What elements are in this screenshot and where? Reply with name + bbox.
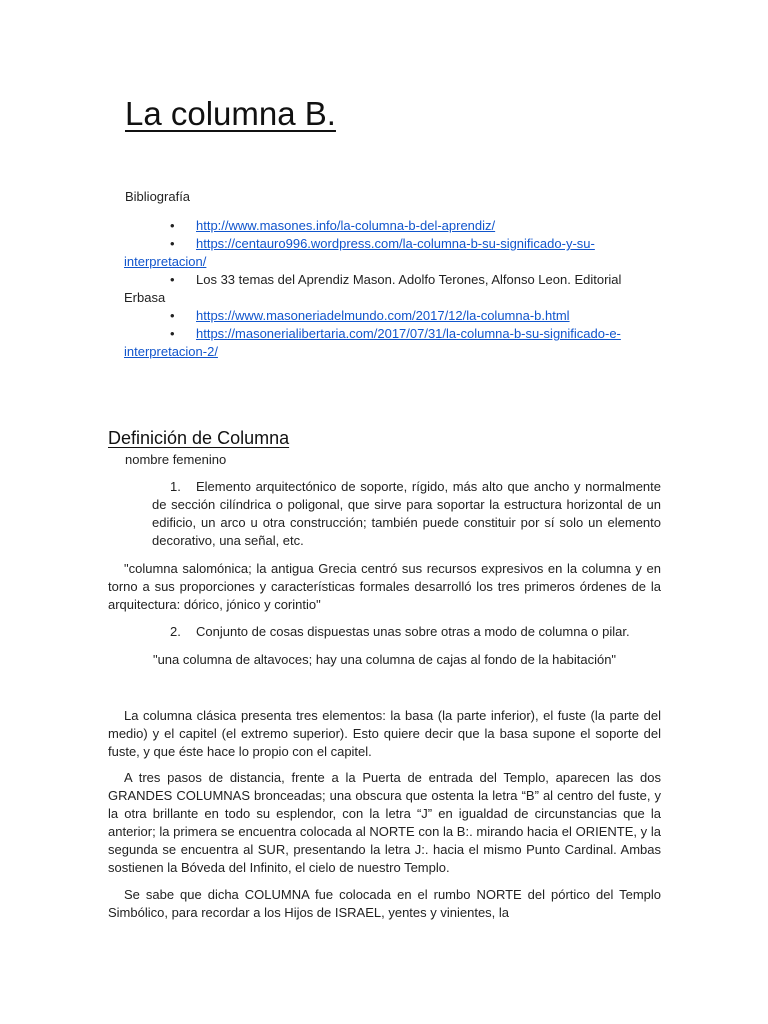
- definition-number: 1.: [170, 479, 181, 494]
- bibliography-link-4[interactable]: https://www.masoneriadelmundo.com/2017/12/la-columna-b.html: [196, 308, 570, 323]
- list-item: [124, 325, 662, 361]
- paragraph-1: La columna clásica presenta tres elementos: la basa (la parte inferior), el fuste (la parte del medio) y el capitel (el extremo superior). Esto quiere decir que la basa supone el soporte del fuste, y que éste hace lo propio con el capitel.: [108, 708, 661, 759]
- paragraph-2: A tres pasos de distancia, frente a la Puerta de entrada del Templo, aparecen las dos GRANDES COLUMNAS bronceadas; una obscura que ostenta la letra “B” al centro del fuste, y la otra brillante en todo su esplendor, con la letra “J” en igualdad de circunstancias que la anterior; la primera se encuentra colocada al NORTE con la B:. mirando hacia el ORIENTE, y la segunda se encuentra al SUR, presentando la letra J:. hacia el mismo Punto Cardinal. Ambas sostienen la Bóveda del Infinito, el cielo de nuestro Templo.: [108, 770, 661, 875]
- bibliography-link-5[interactable]: https://masonerialibertaria.com/2017/07/31/la-columna-b-su-significado-e-interpretacion-2/: [124, 326, 621, 359]
- definition-text: Elemento arquitectónico de soporte, rígido, más alto que ancho y normalmente de sección cilíndrica o poligonal, que sirve para soportar la estructura horizontal de un edificio, un arco u otra construcción; también puede constituir por sí solo un elemento decorativo, una señal, etc.: [152, 479, 661, 548]
- list-item: [124, 235, 662, 271]
- bibliography-reference: Los 33 temas del Aprendiz Mason. Adolfo Terones, Alfonso Leon. Editorial Erbasa: [124, 272, 622, 305]
- paragraph-3: Se sabe que dicha COLUMNA fue colocada en el rumbo NORTE del pórtico del Templo Simbólico, para recordar a los Hijos de ISRAEL, yentes y vinientes, la: [108, 887, 661, 920]
- quote-1: "columna salomónica; la antigua Grecia centró sus recursos expresivos en la columna y en torno a sus proporciones y características formales desarrolló los tres primeros órdenes de la arquitectura: dórico, jónico y corintio": [108, 561, 661, 612]
- definition-text: Conjunto de cosas dispuestas unas sobre otras a modo de columna o pilar.: [196, 624, 630, 639]
- quote-2: "una columna de altavoces; hay una columna de cajas al fondo de la habitación": [152, 652, 617, 667]
- definition-1: [152, 478, 661, 550]
- definition-2: [152, 623, 661, 641]
- bullet-icon: •: [170, 272, 175, 287]
- bibliography-link-1[interactable]: http://www.masones.info/la-columna-b-del-aprendiz/: [196, 218, 496, 233]
- bibliography-label: Bibliografía: [125, 189, 191, 204]
- bullet-icon: •: [170, 236, 175, 251]
- bullet-icon: •: [170, 218, 175, 233]
- list-item: [124, 271, 662, 307]
- definition-number: 2.: [170, 624, 181, 639]
- page-title: La columna B.: [125, 95, 336, 132]
- definition-subtitle: nombre femenino: [125, 452, 227, 467]
- bullet-icon: •: [170, 326, 175, 341]
- bibliography-link-2[interactable]: https://centauro996.wordpress.com/la-columna-b-su-significado-y-su-interpretacion/: [124, 236, 595, 269]
- list-item: [152, 217, 662, 235]
- list-item: [152, 307, 662, 325]
- definition-heading: Definición de Columna: [108, 428, 290, 448]
- bibliography-list: [124, 217, 662, 361]
- bullet-icon: •: [170, 308, 175, 323]
